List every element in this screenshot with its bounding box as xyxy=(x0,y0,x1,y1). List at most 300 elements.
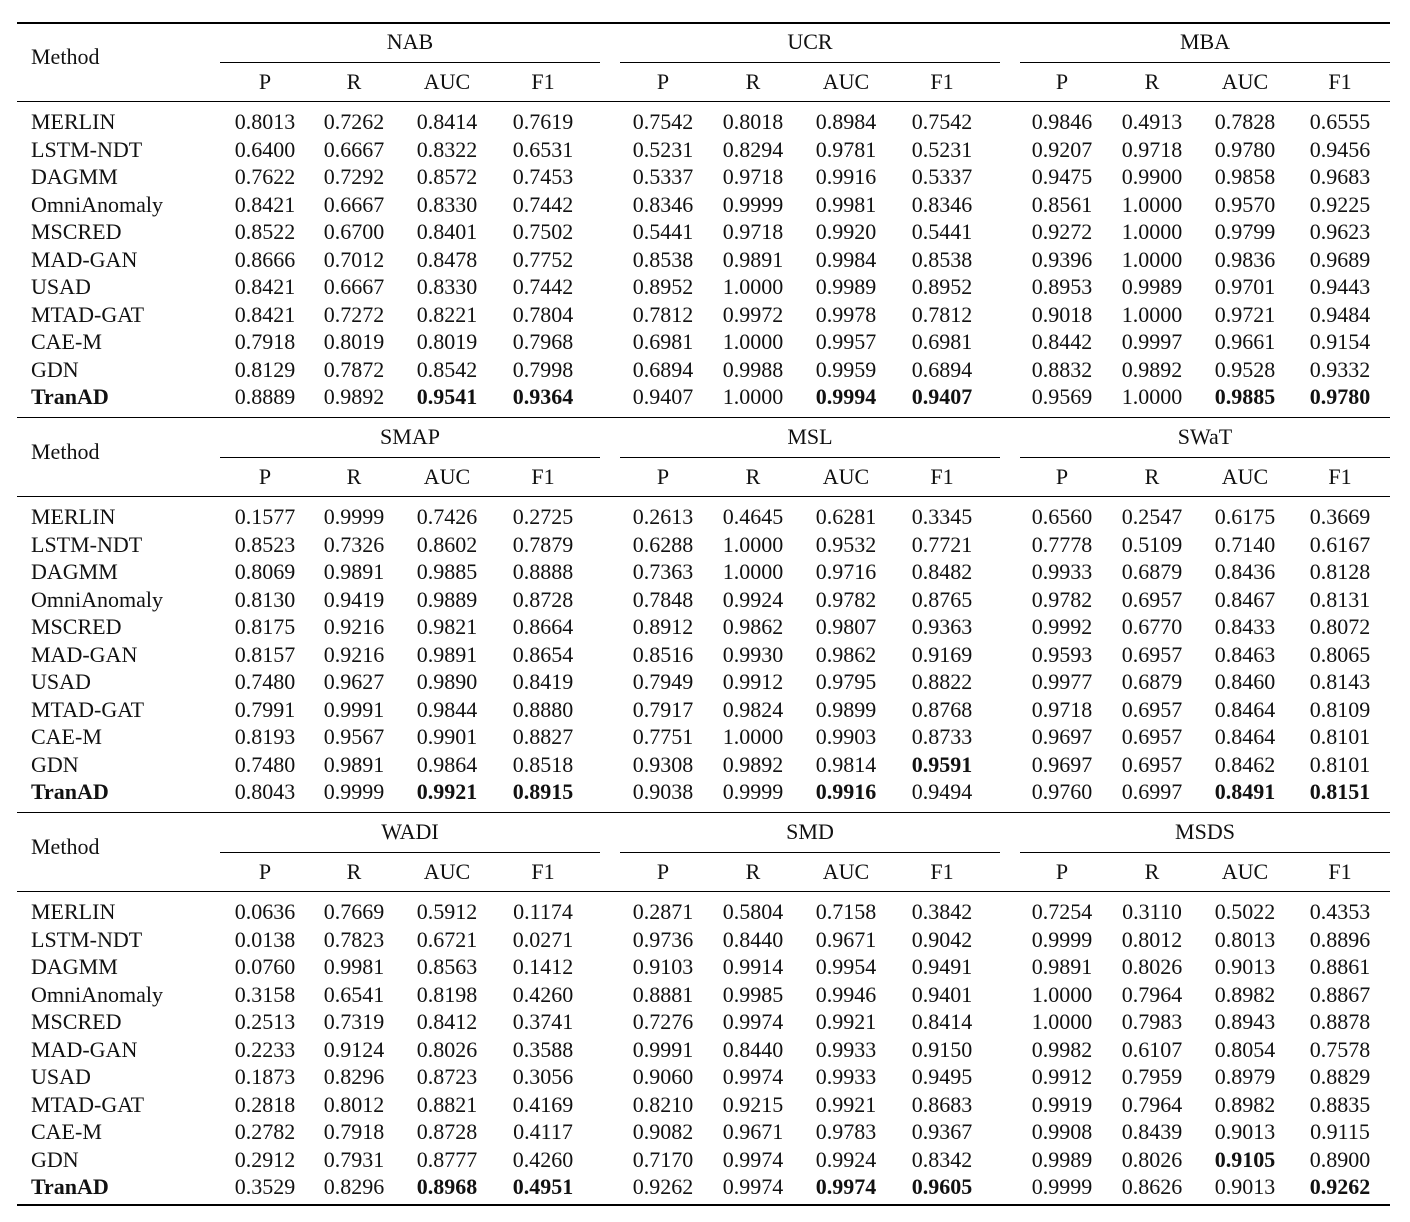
data-cell: 0.9899 xyxy=(815,696,877,722)
dataset-name: MBA xyxy=(1179,29,1231,54)
data-cell: 0.6957 xyxy=(1121,696,1183,722)
data-cell: 0.8518 xyxy=(512,751,574,777)
data-cell: 0.4645 xyxy=(722,504,784,529)
data-cell: 0.7292 xyxy=(323,164,385,189)
data-cell: 0.7918 xyxy=(234,329,296,354)
data-cell: 0.7542 xyxy=(911,109,973,134)
data-cell: 0.8968 xyxy=(416,1174,478,1199)
cmidrule xyxy=(620,852,1000,853)
data-cell: 0.7949 xyxy=(632,669,694,694)
data-cell: 0.6957 xyxy=(1121,641,1183,667)
method-name: LSTM-NDT xyxy=(31,531,143,557)
data-cell: 0.9999 xyxy=(323,504,385,529)
metric-header: F1 xyxy=(531,464,555,489)
data-cell: 0.9308 xyxy=(632,751,694,777)
data-cell: 0.8440 xyxy=(722,1036,784,1062)
data-cell: 0.8412 xyxy=(416,1009,478,1034)
data-cell: 0.9782 xyxy=(1031,586,1093,612)
data-cell: 0.9154 xyxy=(1309,329,1371,354)
data-cell: 0.8013 xyxy=(234,109,296,134)
data-cell: 0.9974 xyxy=(722,1146,784,1172)
data-cell: 1.0000 xyxy=(1121,246,1183,272)
data-cell: 0.9903 xyxy=(815,724,877,749)
data-cell: 0.8296 xyxy=(323,1064,385,1089)
data-cell: 0.8538 xyxy=(632,246,694,272)
data-cell: 0.9862 xyxy=(722,614,784,639)
data-cell: 0.8019 xyxy=(416,329,478,354)
rule-top xyxy=(17,22,1390,24)
data-cell: 0.4169 xyxy=(512,1091,574,1117)
data-cell: 0.3741 xyxy=(512,1009,574,1034)
data-cell: 0.8128 xyxy=(1309,559,1371,584)
data-cell: 0.8143 xyxy=(1309,669,1371,694)
metric-header: R xyxy=(745,859,761,884)
data-cell: 0.8827 xyxy=(512,724,574,749)
data-cell: 0.9972 xyxy=(722,301,784,327)
data-cell: 0.9671 xyxy=(722,1119,784,1144)
method-name: GDN xyxy=(31,751,79,777)
method-name: MERLIN xyxy=(31,899,116,924)
data-cell: 0.9858 xyxy=(1214,164,1276,189)
data-cell: 0.9718 xyxy=(1121,136,1183,162)
metric-header: F1 xyxy=(1328,464,1352,489)
method-name: MSCRED xyxy=(31,1009,122,1034)
data-cell: 0.9783 xyxy=(815,1119,877,1144)
data-cell: 0.9957 xyxy=(815,329,877,354)
data-cell: 0.3669 xyxy=(1309,504,1371,529)
data-cell: 0.9891 xyxy=(1031,954,1093,979)
data-cell: 0.9999 xyxy=(722,191,784,217)
data-cell: 0.9901 xyxy=(416,724,478,749)
data-cell: 0.9272 xyxy=(1031,219,1093,244)
data-cell: 0.7879 xyxy=(512,531,574,557)
data-cell: 0.9795 xyxy=(815,669,877,694)
data-cell: 0.5912 xyxy=(416,899,478,924)
data-cell: 0.7170 xyxy=(632,1146,694,1172)
data-cell: 0.8900 xyxy=(1309,1146,1371,1172)
data-cell: 0.7998 xyxy=(512,356,574,382)
data-cell: 0.7453 xyxy=(512,164,574,189)
data-cell: 0.9974 xyxy=(815,1174,877,1199)
data-cell: 0.9124 xyxy=(323,1036,385,1062)
data-cell: 0.8912 xyxy=(632,614,694,639)
data-cell: 0.9701 xyxy=(1214,274,1276,299)
metric-header: P xyxy=(1055,69,1069,94)
data-cell: 1.0000 xyxy=(1121,219,1183,244)
rule-header xyxy=(17,496,1390,497)
data-cell: 0.7812 xyxy=(911,301,973,327)
data-cell: 0.2547 xyxy=(1121,504,1183,529)
data-cell: 0.6879 xyxy=(1121,559,1183,584)
metric-header: R xyxy=(745,69,761,94)
data-cell: 0.8101 xyxy=(1309,724,1371,749)
data-cell: 0.8109 xyxy=(1309,696,1371,722)
data-cell: 0.9891 xyxy=(323,751,385,777)
data-cell: 0.8880 xyxy=(512,696,574,722)
data-cell: 0.9567 xyxy=(323,724,385,749)
data-cell: 0.8666 xyxy=(234,246,296,272)
data-cell: 0.7140 xyxy=(1214,531,1276,557)
data-cell: 0.9683 xyxy=(1309,164,1371,189)
data-cell: 0.9891 xyxy=(323,559,385,584)
data-cell: 0.7502 xyxy=(512,219,574,244)
data-cell: 0.6721 xyxy=(416,926,478,952)
data-cell: 0.8982 xyxy=(1214,981,1276,1007)
metric-header: P xyxy=(258,69,272,94)
data-cell: 0.8175 xyxy=(234,614,296,639)
data-cell: 0.8401 xyxy=(416,219,478,244)
data-cell: 0.8952 xyxy=(632,274,694,299)
data-cell: 0.4260 xyxy=(512,1146,574,1172)
data-cell: 0.9836 xyxy=(1214,246,1276,272)
data-cell: 0.8952 xyxy=(911,274,973,299)
data-cell: 0.2513 xyxy=(234,1009,296,1034)
metric-header: F1 xyxy=(1328,859,1352,884)
data-cell: 0.9933 xyxy=(815,1036,877,1062)
data-cell: 0.9908 xyxy=(1031,1119,1093,1144)
data-cell: 1.0000 xyxy=(722,329,784,354)
data-cell: 0.8054 xyxy=(1214,1036,1276,1062)
method-name: DAGMM xyxy=(31,164,118,189)
data-cell: 0.9082 xyxy=(632,1119,694,1144)
data-cell: 0.7319 xyxy=(323,1009,385,1034)
data-cell: 0.2782 xyxy=(234,1119,296,1144)
method-header: Method xyxy=(31,834,100,859)
data-cell: 0.7848 xyxy=(632,586,694,612)
data-cell: 0.7622 xyxy=(234,164,296,189)
data-cell: 0.8982 xyxy=(1214,1091,1276,1117)
data-cell: 0.6981 xyxy=(911,329,973,354)
data-cell: 0.9992 xyxy=(1031,614,1093,639)
data-cell: 0.5441 xyxy=(911,219,973,244)
data-cell: 0.7812 xyxy=(632,301,694,327)
data-cell: 0.8421 xyxy=(234,274,296,299)
data-cell: 0.8198 xyxy=(416,981,478,1007)
data-cell: 0.9900 xyxy=(1121,164,1183,189)
data-cell: 0.9981 xyxy=(323,954,385,979)
data-cell: 0.9367 xyxy=(911,1119,973,1144)
data-cell: 0.1873 xyxy=(234,1064,296,1089)
data-cell: 0.9407 xyxy=(911,384,973,409)
method-header: Method xyxy=(31,44,100,69)
cmidrule xyxy=(1020,62,1390,63)
data-cell: 0.6957 xyxy=(1121,751,1183,777)
method-name: TranAD xyxy=(31,1174,109,1199)
data-cell: 0.9215 xyxy=(722,1091,784,1117)
metric-header: P xyxy=(258,464,272,489)
dataset-name: MSL xyxy=(787,424,833,449)
data-cell: 0.9718 xyxy=(722,164,784,189)
data-cell: 0.0636 xyxy=(234,899,296,924)
method-name: OmniAnomaly xyxy=(31,191,163,217)
data-cell: 0.8626 xyxy=(1121,1174,1183,1199)
data-cell: 0.8026 xyxy=(416,1036,478,1062)
data-cell: 0.9985 xyxy=(722,981,784,1007)
data-cell: 0.6700 xyxy=(323,219,385,244)
data-cell: 0.7262 xyxy=(323,109,385,134)
data-cell: 0.9919 xyxy=(1031,1091,1093,1117)
metric-header: AUC xyxy=(1221,69,1269,94)
data-cell: 0.8414 xyxy=(911,1009,973,1034)
rule-bottom xyxy=(17,1204,1390,1206)
data-cell: 0.2871 xyxy=(632,899,694,924)
data-cell: 0.8460 xyxy=(1214,669,1276,694)
data-cell: 0.6555 xyxy=(1309,109,1371,134)
data-cell: 0.9760 xyxy=(1031,779,1093,804)
data-cell: 0.7012 xyxy=(323,246,385,272)
data-cell: 0.6175 xyxy=(1214,504,1276,529)
data-cell: 0.7751 xyxy=(632,724,694,749)
data-cell: 0.7991 xyxy=(234,696,296,722)
data-cell: 1.0000 xyxy=(1121,384,1183,409)
data-cell: 0.8878 xyxy=(1309,1009,1371,1034)
data-cell: 0.9605 xyxy=(911,1174,973,1199)
data-cell: 0.9890 xyxy=(416,669,478,694)
data-cell: 0.8221 xyxy=(416,301,478,327)
data-cell: 0.9216 xyxy=(323,614,385,639)
data-cell: 0.0138 xyxy=(234,926,296,952)
data-cell: 0.8561 xyxy=(1031,191,1093,217)
metric-header: R xyxy=(1144,464,1160,489)
data-cell: 0.8462 xyxy=(1214,751,1276,777)
data-cell: 0.9207 xyxy=(1031,136,1093,162)
method-name: USAD xyxy=(31,669,91,694)
data-cell: 0.7778 xyxy=(1031,531,1093,557)
data-cell: 0.9974 xyxy=(722,1009,784,1034)
data-cell: 0.8464 xyxy=(1214,724,1276,749)
data-cell: 0.8765 xyxy=(911,586,973,612)
metric-header: R xyxy=(346,69,362,94)
method-name: CAE-M xyxy=(31,329,102,354)
rule-top xyxy=(17,812,1390,813)
data-cell: 0.6770 xyxy=(1121,614,1183,639)
metric-header: F1 xyxy=(531,69,555,94)
metric-header: P xyxy=(656,859,670,884)
data-cell: 0.8072 xyxy=(1309,614,1371,639)
data-cell: 1.0000 xyxy=(1121,301,1183,327)
data-cell: 0.8130 xyxy=(234,586,296,612)
data-cell: 0.8436 xyxy=(1214,559,1276,584)
data-cell: 0.8101 xyxy=(1309,751,1371,777)
data-cell: 0.8683 xyxy=(911,1091,973,1117)
data-cell: 0.8467 xyxy=(1214,586,1276,612)
metric-header: AUC xyxy=(423,69,471,94)
data-cell: 0.7918 xyxy=(323,1119,385,1144)
data-cell: 0.9262 xyxy=(1309,1174,1371,1199)
data-cell: 0.9954 xyxy=(815,954,877,979)
method-name: LSTM-NDT xyxy=(31,926,143,952)
data-cell: 0.8953 xyxy=(1031,274,1093,299)
data-cell: 0.9912 xyxy=(722,669,784,694)
data-cell: 0.7480 xyxy=(234,669,296,694)
data-cell: 0.9491 xyxy=(911,954,973,979)
data-cell: 0.6997 xyxy=(1121,779,1183,804)
data-cell: 1.0000 xyxy=(722,274,784,299)
data-cell: 0.1174 xyxy=(513,899,573,924)
data-cell: 0.9959 xyxy=(815,356,877,382)
data-cell: 0.9984 xyxy=(815,246,877,272)
data-cell: 0.8026 xyxy=(1121,1146,1183,1172)
data-cell: 0.9989 xyxy=(815,274,877,299)
data-cell: 0.9169 xyxy=(911,641,973,667)
data-cell: 0.9892 xyxy=(722,751,784,777)
data-cell: 0.9921 xyxy=(815,1091,877,1117)
data-cell: 0.9013 xyxy=(1214,1119,1276,1144)
data-cell: 0.9924 xyxy=(815,1146,877,1172)
data-cell: 0.9115 xyxy=(1310,1119,1370,1144)
data-cell: 0.9623 xyxy=(1309,219,1371,244)
data-cell: 0.9933 xyxy=(815,1064,877,1089)
data-cell: 0.0760 xyxy=(234,954,296,979)
data-cell: 0.6981 xyxy=(632,329,694,354)
data-cell: 0.9974 xyxy=(722,1064,784,1089)
data-cell: 0.9103 xyxy=(632,954,694,979)
data-cell: 0.9924 xyxy=(722,586,784,612)
data-cell: 0.9974 xyxy=(722,1174,784,1199)
data-cell: 0.7983 xyxy=(1121,1009,1183,1034)
data-cell: 0.7619 xyxy=(512,109,574,134)
data-cell: 0.8330 xyxy=(416,274,478,299)
data-cell: 0.7804 xyxy=(512,301,574,327)
data-cell: 0.8896 xyxy=(1309,926,1371,952)
method-name: USAD xyxy=(31,1064,91,1089)
metric-header: R xyxy=(745,464,761,489)
method-name: DAGMM xyxy=(31,954,118,979)
data-cell: 0.2233 xyxy=(234,1036,296,1062)
data-cell: 0.9916 xyxy=(815,779,877,804)
method-name: MERLIN xyxy=(31,109,116,134)
cmidrule xyxy=(620,457,1000,458)
method-name: LSTM-NDT xyxy=(31,136,143,162)
data-cell: 0.7872 xyxy=(323,356,385,382)
cmidrule xyxy=(1020,852,1390,853)
data-cell: 0.8881 xyxy=(632,981,694,1007)
data-cell: 0.9799 xyxy=(1214,219,1276,244)
method-name: MAD-GAN xyxy=(31,246,138,272)
data-cell: 0.9891 xyxy=(416,641,478,667)
data-cell: 0.8522 xyxy=(234,219,296,244)
data-cell: 0.9920 xyxy=(815,219,877,244)
data-cell: 0.9689 xyxy=(1309,246,1371,272)
data-cell: 0.9988 xyxy=(722,356,784,382)
data-cell: 0.8822 xyxy=(911,669,973,694)
data-cell: 0.7964 xyxy=(1121,1091,1183,1117)
data-cell: 0.7917 xyxy=(632,696,694,722)
method-name: GDN xyxy=(31,356,79,382)
data-cell: 0.9042 xyxy=(911,926,973,952)
metric-header: P xyxy=(656,69,670,94)
data-cell: 0.6541 xyxy=(323,981,385,1007)
data-cell: 0.9933 xyxy=(1031,559,1093,584)
data-cell: 0.9991 xyxy=(323,696,385,722)
data-cell: 0.9541 xyxy=(416,384,478,409)
metric-header: P xyxy=(656,464,670,489)
data-cell: 0.8478 xyxy=(416,246,478,272)
data-cell: 0.7823 xyxy=(323,926,385,952)
data-cell: 0.9721 xyxy=(1214,301,1276,327)
data-cell: 0.9396 xyxy=(1031,246,1093,272)
data-cell: 0.9846 xyxy=(1031,109,1093,134)
method-name: TranAD xyxy=(31,779,109,804)
data-cell: 0.9864 xyxy=(416,751,478,777)
data-cell: 0.9994 xyxy=(815,384,877,409)
data-cell: 0.8482 xyxy=(911,559,973,584)
metric-header: R xyxy=(346,859,362,884)
data-cell: 0.8018 xyxy=(722,109,784,134)
dataset-name: SMD xyxy=(786,819,834,844)
data-cell: 0.8419 xyxy=(512,669,574,694)
data-cell: 0.8728 xyxy=(416,1119,478,1144)
data-cell: 0.8026 xyxy=(1121,954,1183,979)
data-cell: 0.8464 xyxy=(1214,696,1276,722)
data-cell: 0.8979 xyxy=(1214,1064,1276,1089)
data-cell: 0.7254 xyxy=(1031,899,1093,924)
data-cell: 0.8210 xyxy=(632,1091,694,1117)
data-cell: 0.2912 xyxy=(234,1146,296,1172)
data-cell: 0.9991 xyxy=(632,1036,694,1062)
data-cell: 1.0000 xyxy=(722,384,784,409)
data-cell: 0.8984 xyxy=(815,109,877,134)
data-cell: 0.8151 xyxy=(1309,779,1371,804)
method-name: DAGMM xyxy=(31,559,118,584)
data-cell: 0.6288 xyxy=(632,531,694,557)
data-cell: 0.8516 xyxy=(632,641,694,667)
data-cell: 0.9716 xyxy=(815,559,877,584)
data-cell: 0.7442 xyxy=(512,191,574,217)
data-cell: 0.9889 xyxy=(416,586,478,612)
metric-header: AUC xyxy=(822,859,870,884)
method-name: GDN xyxy=(31,1146,79,1172)
table-block xyxy=(17,22,1390,417)
data-cell: 0.8330 xyxy=(416,191,478,217)
method-name: MAD-GAN xyxy=(31,1036,138,1062)
metric-header: F1 xyxy=(930,69,954,94)
data-cell: 0.8294 xyxy=(722,136,784,162)
data-cell: 0.8861 xyxy=(1309,954,1371,979)
data-cell: 0.3588 xyxy=(512,1036,574,1062)
data-cell: 0.9977 xyxy=(1031,669,1093,694)
rule-header xyxy=(17,891,1390,892)
data-cell: 1.0000 xyxy=(1121,191,1183,217)
method-name: TranAD xyxy=(31,384,109,409)
data-cell: 0.6957 xyxy=(1121,586,1183,612)
table-block xyxy=(17,812,1390,1206)
data-cell: 0.8157 xyxy=(234,641,296,667)
data-cell: 0.3056 xyxy=(512,1064,574,1089)
data-cell: 0.8414 xyxy=(416,109,478,134)
data-cell: 0.8664 xyxy=(512,614,574,639)
data-cell: 0.6531 xyxy=(512,136,574,162)
metric-header: AUC xyxy=(1221,859,1269,884)
data-cell: 0.9844 xyxy=(416,696,478,722)
data-cell: 0.4260 xyxy=(512,981,574,1007)
data-cell: 0.9570 xyxy=(1214,191,1276,217)
method-name: CAE-M xyxy=(31,724,102,749)
dataset-name: SWaT xyxy=(1177,424,1233,449)
data-cell: 0.7964 xyxy=(1121,981,1183,1007)
data-cell: 0.1577 xyxy=(234,504,296,529)
method-header: Method xyxy=(31,439,100,464)
data-cell: 0.9363 xyxy=(911,614,973,639)
data-cell: 0.6560 xyxy=(1031,504,1093,529)
data-cell: 0.9989 xyxy=(1031,1146,1093,1172)
data-cell: 0.9921 xyxy=(815,1009,877,1034)
data-cell: 0.8043 xyxy=(234,779,296,804)
data-cell: 0.9494 xyxy=(911,779,973,804)
method-name: MSCRED xyxy=(31,219,122,244)
metric-header: R xyxy=(1144,859,1160,884)
data-cell: 0.7158 xyxy=(815,899,877,924)
